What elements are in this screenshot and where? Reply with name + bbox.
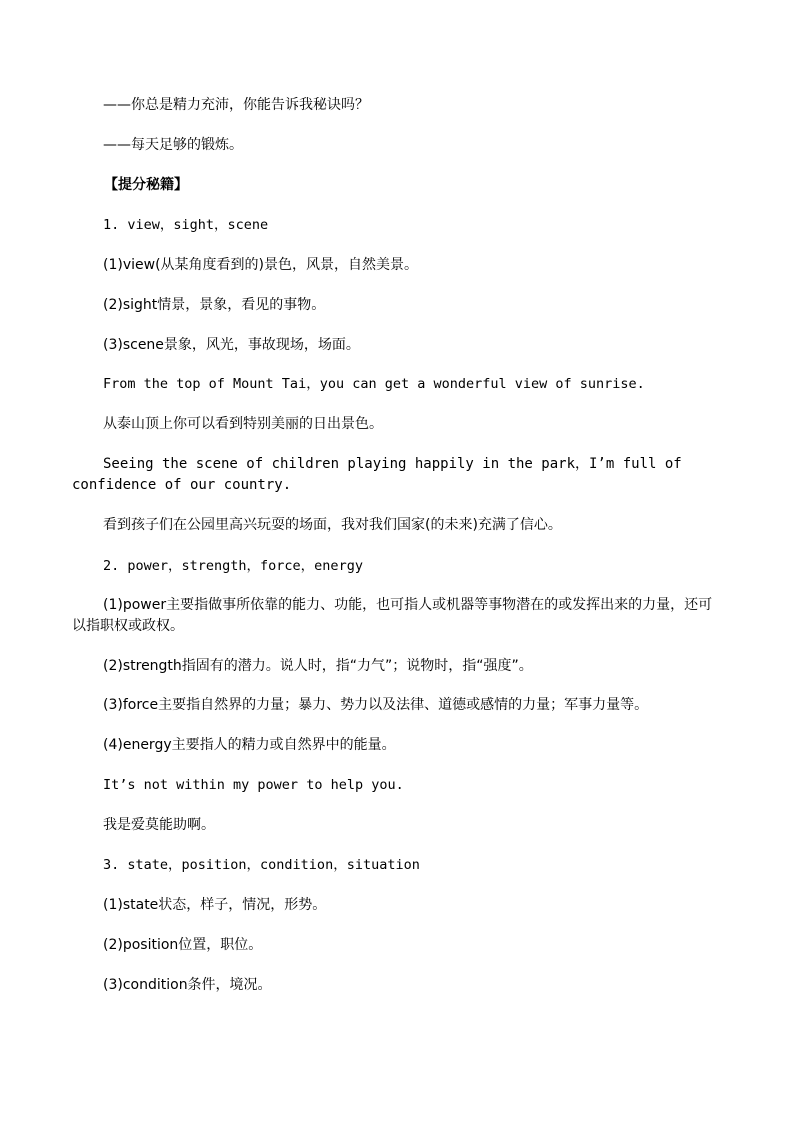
definition-power: (1)power主要指做事所依靠的能力、功能，也可指人或机器等事物潜在的或发挥出来的力量，还可以指职权或政权。 bbox=[72, 597, 713, 634]
section-heading: 【提分秘籍】 bbox=[104, 177, 188, 193]
definition-sight: (2)sight情景，景象，看见的事物。 bbox=[103, 297, 326, 313]
example-sentence-en-1: From the top of Mount Tai，you can get a wonderful view of sunrise. bbox=[103, 376, 645, 392]
definition-state: (1)state状态，样子，情况，形势。 bbox=[103, 897, 327, 913]
item-heading-3: 3. state，position，condition，situation bbox=[103, 857, 420, 873]
item-heading-1: 1. view，sight，scene bbox=[103, 217, 269, 233]
definition-position: (2)position位置，职位。 bbox=[103, 937, 263, 953]
example-sentence-zh-2: 看到孩子们在公园里高兴玩耍的场面，我对我们国家(的未来)充满了信心。 bbox=[103, 517, 562, 533]
definition-force: (3)force主要指自然界的力量；暴力、势力以及法律、道德或感情的力量；军事力量等。 bbox=[103, 697, 649, 713]
example-sentence-zh-3: 我是爱莫能助啊。 bbox=[103, 817, 215, 833]
example-sentence-zh-1: 从泰山顶上你可以看到特别美丽的日出景色。 bbox=[103, 416, 383, 432]
definition-view: (1)view(从某角度看到的)景色，风景，自然美景。 bbox=[103, 257, 418, 273]
dialogue-answer: ——每天足够的锻炼。 bbox=[103, 137, 243, 153]
definition-strength: (2)strength指固有的潜力。说人时，指“力气”；说物时，指“强度”。 bbox=[103, 658, 533, 674]
example-sentence-en-2: Seeing the scene of children playing happily in the park，I’m full of confidence of our country. bbox=[72, 456, 682, 493]
definition-energy: (4)energy主要指人的精力或自然界中的能量。 bbox=[103, 737, 396, 753]
definition-scene: (3)scene景象，风光，事故现场，场面。 bbox=[103, 337, 360, 353]
item-heading-2: 2. power，strength，force，energy bbox=[103, 558, 363, 574]
dialogue-question: ——你总是精力充沛，你能告诉我秘诀吗？ bbox=[103, 97, 369, 113]
example-sentence-en-3: It’s not within my power to help you. bbox=[103, 777, 404, 793]
definition-condition: (3)condition条件，境况。 bbox=[103, 977, 272, 993]
